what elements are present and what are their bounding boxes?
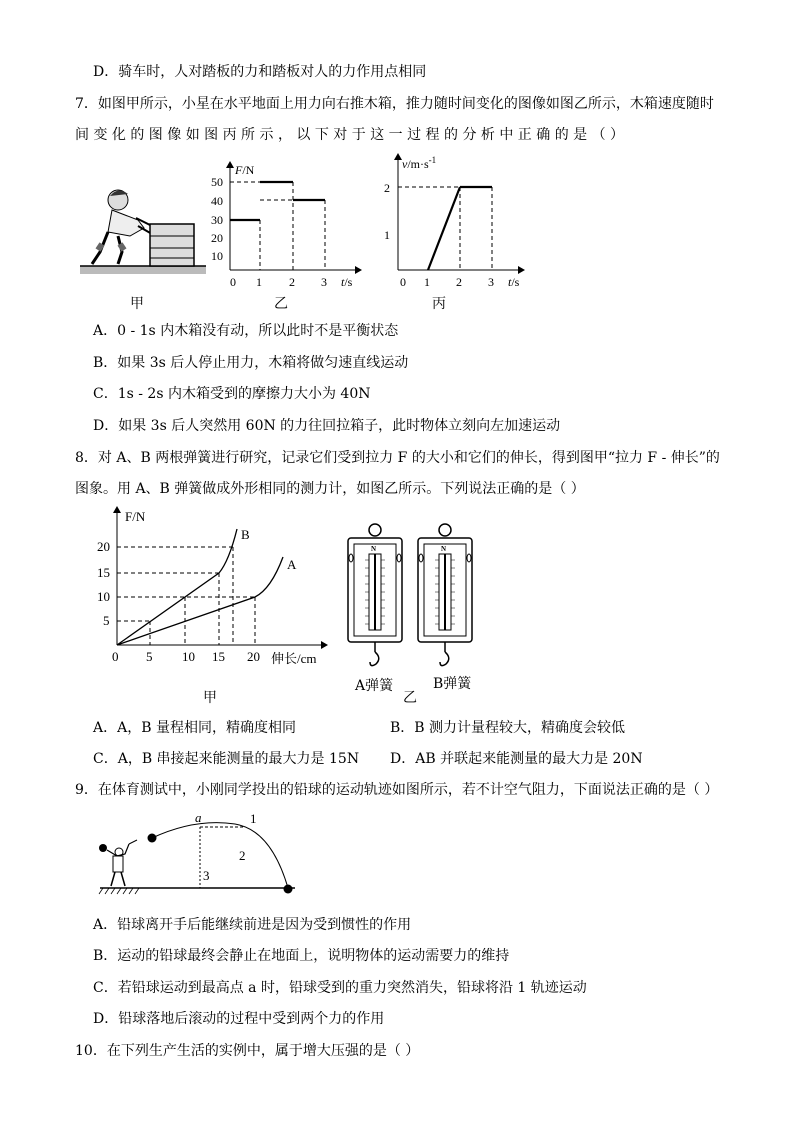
q7-chart-yi xyxy=(205,160,365,292)
chart-jia-ylabel: F/N xyxy=(125,509,146,524)
chart-yi-xlabel: t/s xyxy=(341,275,353,289)
chart-yi-xtick-3: 3 xyxy=(321,275,327,289)
q7-chart-bing xyxy=(378,148,528,292)
chart-bing-xtick-0: 0 xyxy=(400,275,406,289)
q7-figure-jia xyxy=(78,180,208,280)
chart-bing-ytick-1: 1 xyxy=(384,228,390,242)
chart-jia-ytick-15: 15 xyxy=(97,565,110,580)
q8-label-spring-b: B弹簧 xyxy=(433,676,472,692)
q7-stem-line1: 7．如图甲所示，小星在水平地面上用力向右推木箱，推力随时间变化的图像如图乙所示，木箱速度随时 xyxy=(75,96,714,112)
chart-jia-xtick-10: 10 xyxy=(182,649,195,664)
chart-yi-xtick-1: 1 xyxy=(256,275,262,289)
chart-bing-xtick-1: 1 xyxy=(424,275,430,289)
q9-option-d: D．铅球落地后滚动的过程中受到两个力的作用 xyxy=(93,1011,385,1027)
q8-label-yi: 乙 xyxy=(403,690,417,706)
q8-chart-jia xyxy=(95,505,335,675)
q9-label-a: a xyxy=(195,810,202,825)
chart-yi-ytick-20: 20 xyxy=(211,231,223,245)
chart-jia-label-b: B xyxy=(241,527,250,542)
chart-jia-xtick-5: 5 xyxy=(146,649,153,664)
q8-stem-line2: 图象。用 A、B 弹簧做成外形相同的测力计，如图乙所示。下列说法正确的是（ ） xyxy=(75,481,585,497)
q9-label-3: 3 xyxy=(203,868,210,883)
chart-yi-xtick-0: 0 xyxy=(230,275,236,289)
q6-option-d: D．骑车时，人对踏板的力和踏板对人的力作用点相同 xyxy=(93,64,427,80)
chart-bing-xtick-3: 3 xyxy=(488,275,494,289)
q9-label-1: 1 xyxy=(250,811,257,826)
q7-option-a: A．0 - 1s 内木箱没有动，所以此时不是平衡状态 xyxy=(93,323,399,339)
chart-bing-line-rise xyxy=(428,187,460,270)
q9-option-a: A．铅球离开手后能继续前进是因为受到惯性的作用 xyxy=(93,917,412,933)
chart-yi-ytick-40: 40 xyxy=(211,194,223,208)
chart-jia-ytick-20: 20 xyxy=(97,539,110,554)
q9-option-c: C．若铅球运动到最高点 a 时，铅球受到的重力突然消失，铅球将沿 1 轨迹运动 xyxy=(93,980,587,996)
q8-label-spring-a: A弹簧 xyxy=(355,678,394,694)
chart-jia-xtick-20: 20 xyxy=(247,649,260,664)
q7-label-bing: 丙 xyxy=(432,296,446,312)
q7-stem-line2: 间 变 化 的 图 像 如 图 丙 所 示 ， 以 下 对 于 这 一 过 程 的 分 析 中 正 确 的 是 （ ） xyxy=(75,127,625,143)
chart-jia-label-a: A xyxy=(287,557,297,572)
svg-text:N: N xyxy=(441,545,447,553)
q8-option-b: B．B 测力计量程较大，精确度会较低 xyxy=(390,720,626,736)
q7-option-c: C．1s - 2s 内木箱受到的摩擦力大小为 40N xyxy=(93,386,371,402)
chart-yi-ytick-30: 30 xyxy=(211,213,223,227)
q8-label-jia: 甲 xyxy=(203,690,217,706)
chart-jia-ytick-5: 5 xyxy=(103,613,110,628)
q8-stem-line1: 8．对 A、B 两根弹簧进行研究，记录它们受到拉力 F 的大小和它们的伸长，得到图甲“拉力 F - 伸长”的 xyxy=(75,450,720,466)
chart-jia-xtick-15: 15 xyxy=(212,649,225,664)
q8-option-c: C．A，B 串接起来能测量的最大力是 15N xyxy=(93,751,360,767)
chart-jia-xtick-0: 0 xyxy=(112,649,119,664)
q8-option-a: A．A，B 量程相同，精确度相同 xyxy=(93,720,296,736)
q9-figure-trajectory xyxy=(95,810,300,900)
q9-stem: 9．在体育测试中，小刚同学投出的铅球的运动轨迹如图所示，若不计空气阻力，下面说法正确的是（ ） xyxy=(75,782,719,798)
q9-option-b: B．运动的铅球最终会静止在地面上，说明物体的运动需要力的维持 xyxy=(93,948,510,964)
chart-bing-ylabel: $v/m\cdot s^{-1}$ xyxy=(402,155,437,171)
chart-bing-ytick-2: 2 xyxy=(384,181,390,195)
chart-yi-xtick-2: 2 xyxy=(289,275,295,289)
chart-jia-series-a xyxy=(117,557,283,645)
q10-stem: 10．在下列生产生活的实例中，属于增大压强的是（ ） xyxy=(75,1043,420,1059)
q7-label-yi: 乙 xyxy=(274,296,288,312)
q7-option-b: B．如果 3s 后人停止用力，木箱将做匀速直线运动 xyxy=(93,355,409,371)
chart-yi-ylabel: F/N xyxy=(235,163,255,177)
q8-figure-yi-scales xyxy=(340,518,480,680)
chart-jia-ytick-10: 10 xyxy=(97,589,110,604)
q7-label-jia: 甲 xyxy=(130,296,144,312)
q8-option-d: D．AB 并联起来能测量的最大力是 20N xyxy=(390,751,643,767)
chart-yi-ytick-50: 50 xyxy=(211,175,223,189)
chart-jia-xlabel: 伸长/cm xyxy=(271,651,317,666)
chart-bing-xlabel: t/s xyxy=(508,275,520,289)
q7-option-d: D．如果 3s 后人突然用 60N 的力往回拉箱子，此时物体立刻向左加速运动 xyxy=(93,418,561,434)
chart-yi-ytick-10: 10 xyxy=(211,249,223,263)
svg-text:N: N xyxy=(371,545,377,553)
chart-bing-xtick-2: 2 xyxy=(456,275,462,289)
q9-label-2: 2 xyxy=(239,848,246,863)
